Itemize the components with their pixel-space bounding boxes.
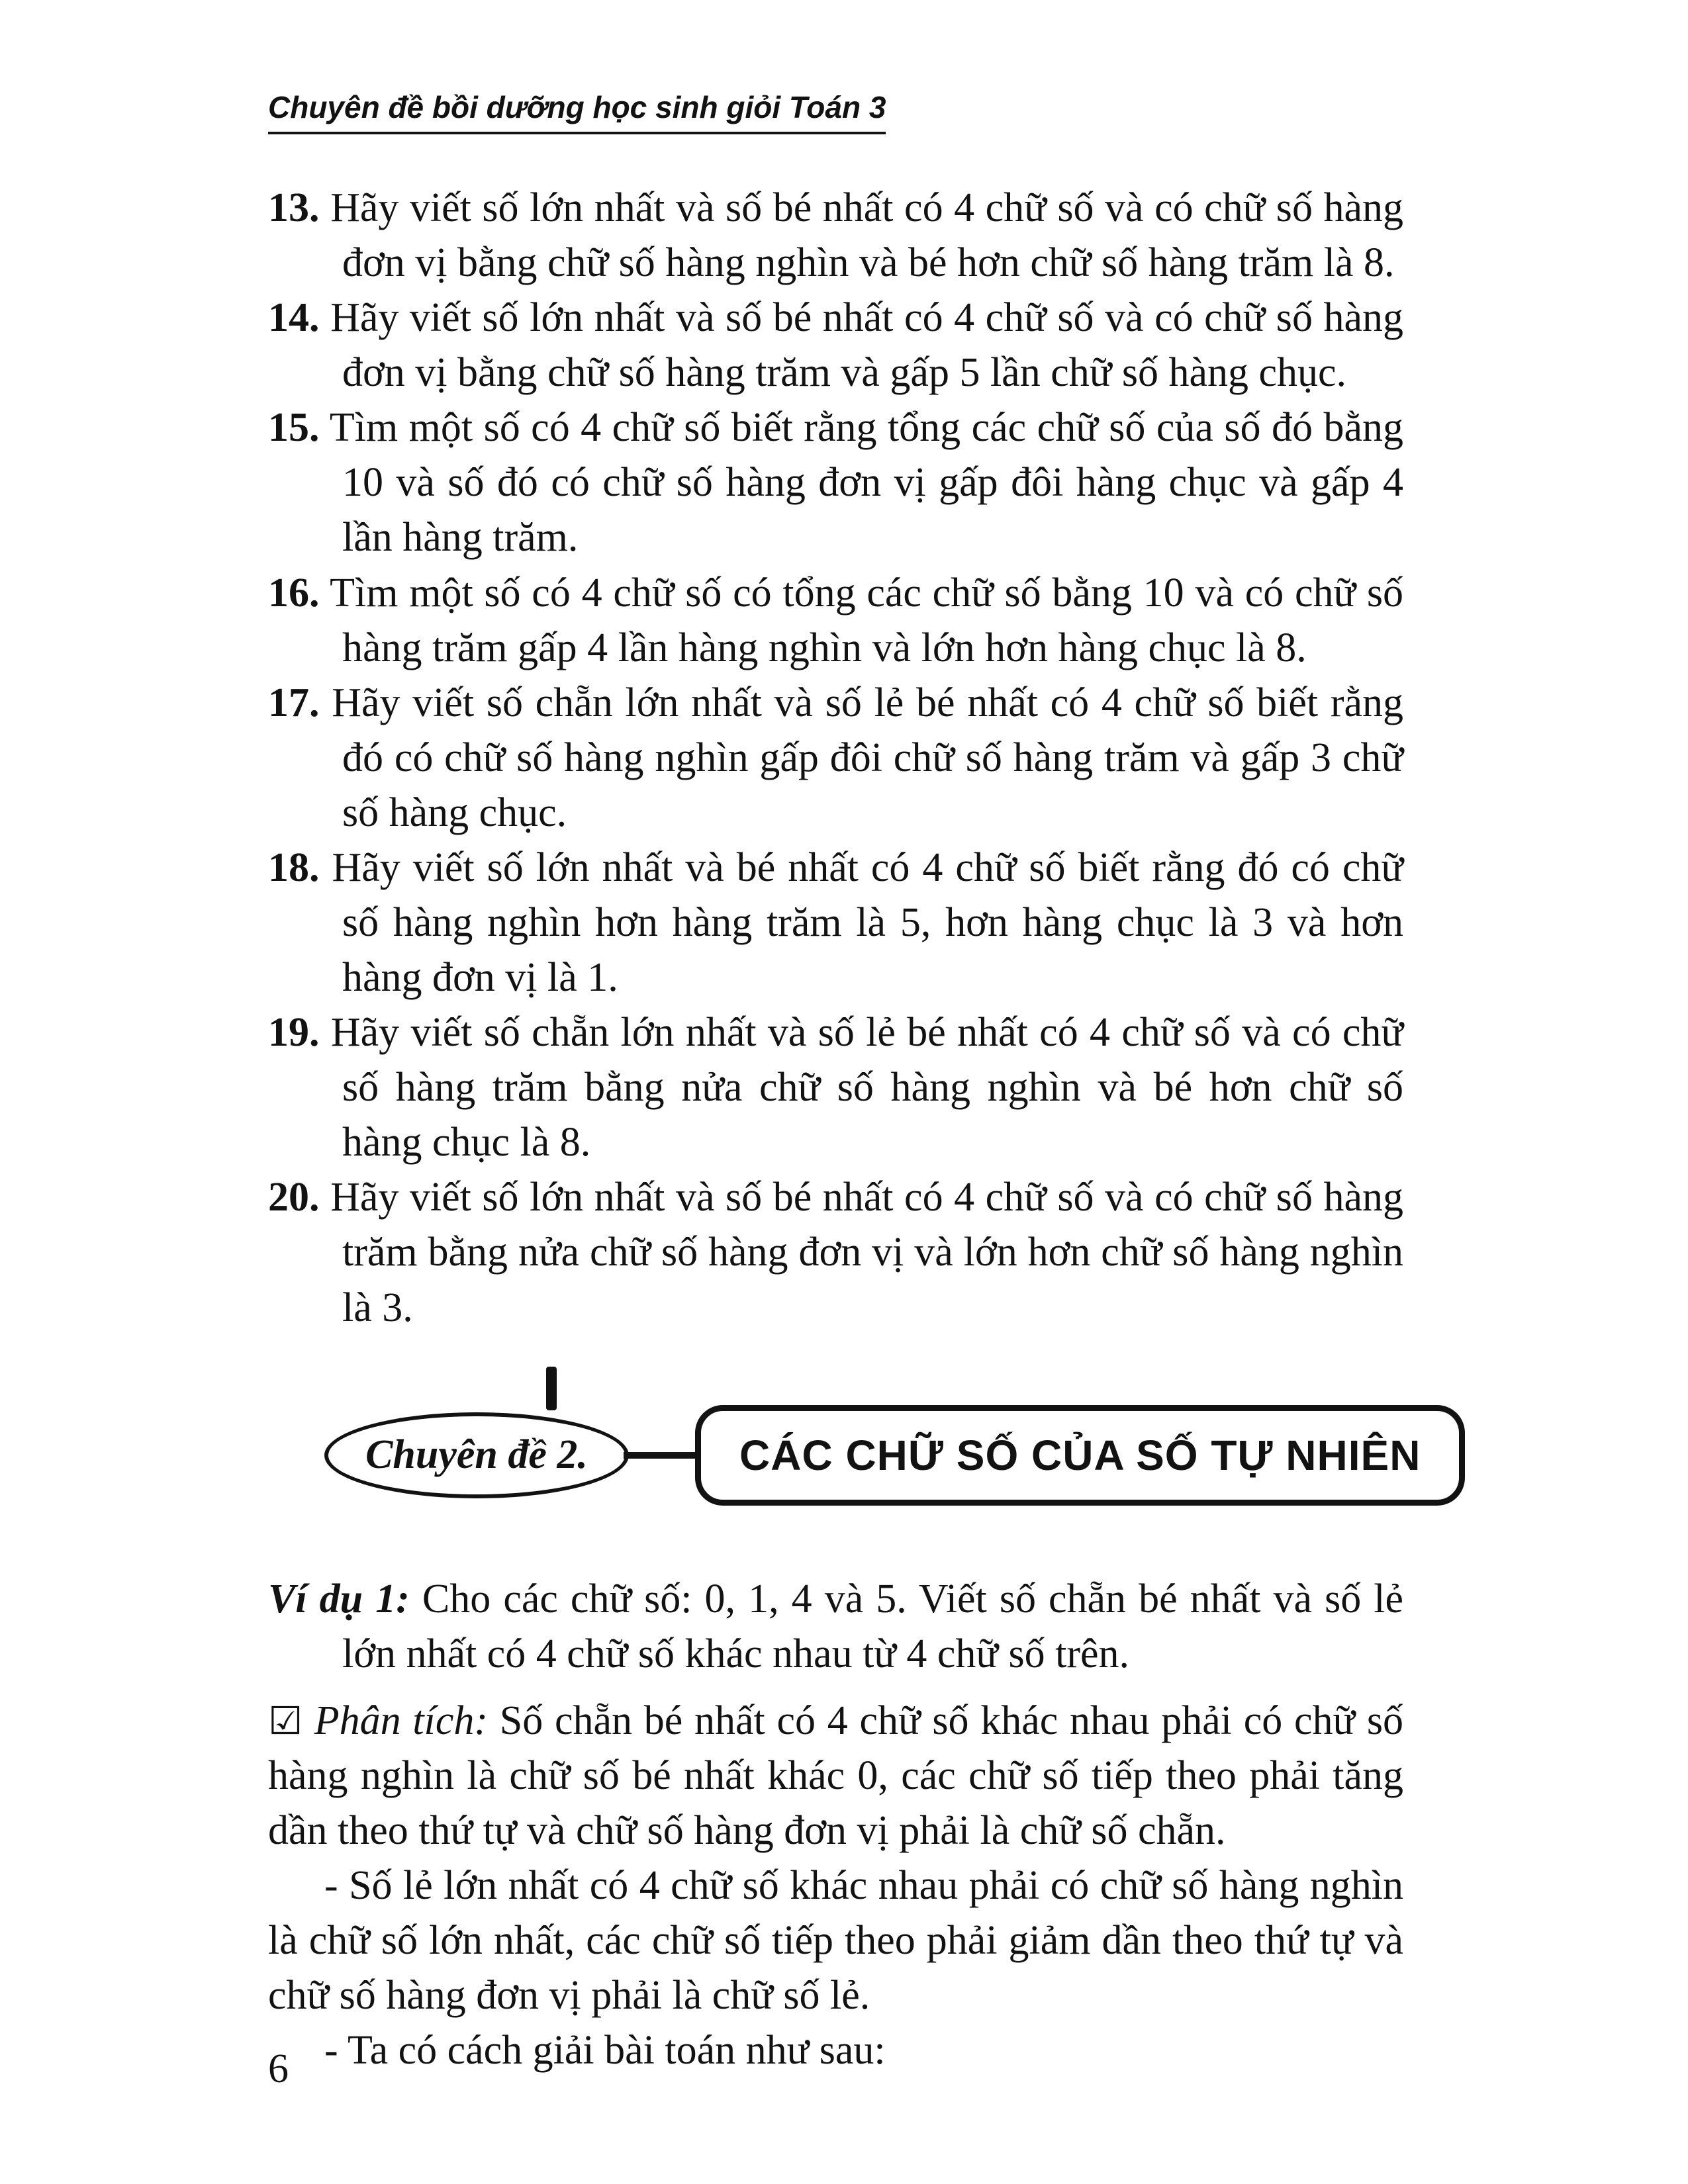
chapter-title: CÁC CHỮ SỐ CỦA SỐ TỰ NHIÊN <box>739 1431 1421 1479</box>
checked-box-icon: ☑ <box>268 1698 303 1743</box>
problem-item <box>268 676 1403 841</box>
problem-number: 15. <box>268 405 320 451</box>
analysis-paragraph-2: - Số lẻ lớn nhất có 4 chữ số khác nhau phải có chữ số hàng nghìn là chữ số lớn nhất, các chữ số tiếp theo phải giảm dần theo thứ tự và chữ số hàng đơn vị phải là chữ số lẻ. <box>268 1863 1403 2019</box>
analysis-paragraph <box>268 1694 1403 1858</box>
problem-number: 18. <box>268 844 320 890</box>
page-number: 6 <box>268 2046 289 2091</box>
lesson-body <box>268 1572 1403 2079</box>
chapter-badge <box>324 1412 629 1498</box>
banner-connector-line <box>624 1452 695 1459</box>
problem-item <box>268 1170 1403 1335</box>
problem-number: 14. <box>268 295 320 341</box>
problem-number: 16. <box>268 570 320 615</box>
problems-list <box>268 181 1403 1336</box>
problem-text: Hãy viết số lớn nhất và số bé nhất có 4 chữ số và có chữ số hàng đơn vị bằng chữ số hàng nghìn và bé hơn chữ số hàng trăm là 8. <box>330 185 1404 286</box>
example-label: Ví dụ 1: <box>268 1576 410 1621</box>
analysis-paragraph-3: - Ta có cách giải bài toán như sau: <box>324 2028 886 2073</box>
problem-number: 20. <box>268 1175 320 1220</box>
problem-number: 17. <box>268 680 320 725</box>
example-text: Cho các chữ số: 0, 1, 4 và 5. Viết số chẵn bé nhất và số lẻ lớn nhất có 4 chữ số khác nhau từ 4 chữ số trên. <box>342 1576 1404 1676</box>
problem-text: Hãy viết số chẵn lớn nhất và số lẻ bé nhất có 4 chữ số biết rằng đó có chữ số hàng nghìn gấp đôi chữ số hàng trăm và gấp 3 chữ số hàng chục. <box>332 680 1404 835</box>
problem-text: Hãy viết số lớn nhất và số bé nhất có 4 chữ số và có chữ số hàng đơn vị bằng chữ số hàng trăm và gấp 5 lần chữ số hàng chục. <box>330 295 1404 396</box>
problem-text: Tìm một số có 4 chữ số biết rằng tổng các chữ số của số đó bằng 10 và số đó có chữ số hàng đơn vị gấp đôi hàng chục và gấp 4 lần hàng trăm. <box>329 405 1403 561</box>
problem-number: 13. <box>268 185 320 230</box>
running-header: Chuyên đề bồi dưỡng học sinh giỏi Toán 3 <box>268 89 886 134</box>
problem-item <box>268 1005 1403 1170</box>
problem-number: 19. <box>268 1010 320 1056</box>
analysis-text: Số chẵn bé nhất có 4 chữ số khác nhau phải có chữ số hàng nghìn là chữ số bé nhất khác 0, các chữ số tiếp theo phải tăng dần theo thứ tự và chữ số hàng đơn vị phải là chữ số chẵn. <box>268 1698 1404 1853</box>
problem-item <box>268 400 1403 565</box>
chapter-badge-label: Chuyên đề 2. <box>365 1432 588 1478</box>
problem-item <box>268 841 1403 1005</box>
problem-text: Hãy viết số lớn nhất và bé nhất có 4 chữ số biết rằng đó có chữ số hàng nghìn hơn hàng trăm là 5, hơn hàng chục là 3 và hơn hàng đơn vị là 1. <box>332 844 1403 1001</box>
problem-text: Hãy viết số lớn nhất và số bé nhất có 4 chữ số và có chữ số hàng trăm bằng nửa chữ số hàng đơn vị và lớn hơn chữ số hàng nghìn là 3. <box>330 1175 1404 1330</box>
problem-text: Tìm một số có 4 chữ số có tổng các chữ số bằng 10 và có chữ số hàng trăm gấp 4 lần hàng nghìn và lớn hơn hàng chục là 8. <box>330 570 1403 670</box>
problem-item <box>268 566 1403 676</box>
banner-tick-decoration <box>546 1367 557 1410</box>
example-paragraph <box>268 1572 1403 1682</box>
problem-item <box>268 181 1403 291</box>
chapter-title-box <box>695 1405 1465 1506</box>
analysis-label: Phân tích: <box>314 1698 488 1743</box>
problem-item <box>268 291 1403 400</box>
problem-text: Hãy viết số chẵn lớn nhất và số lẻ bé nhất có 4 chữ số và có chữ số hàng trăm bằng nửa chữ số hàng nghìn và bé hơn chữ số hàng chục là 8. <box>330 1010 1404 1165</box>
chapter-banner <box>324 1405 1421 1506</box>
